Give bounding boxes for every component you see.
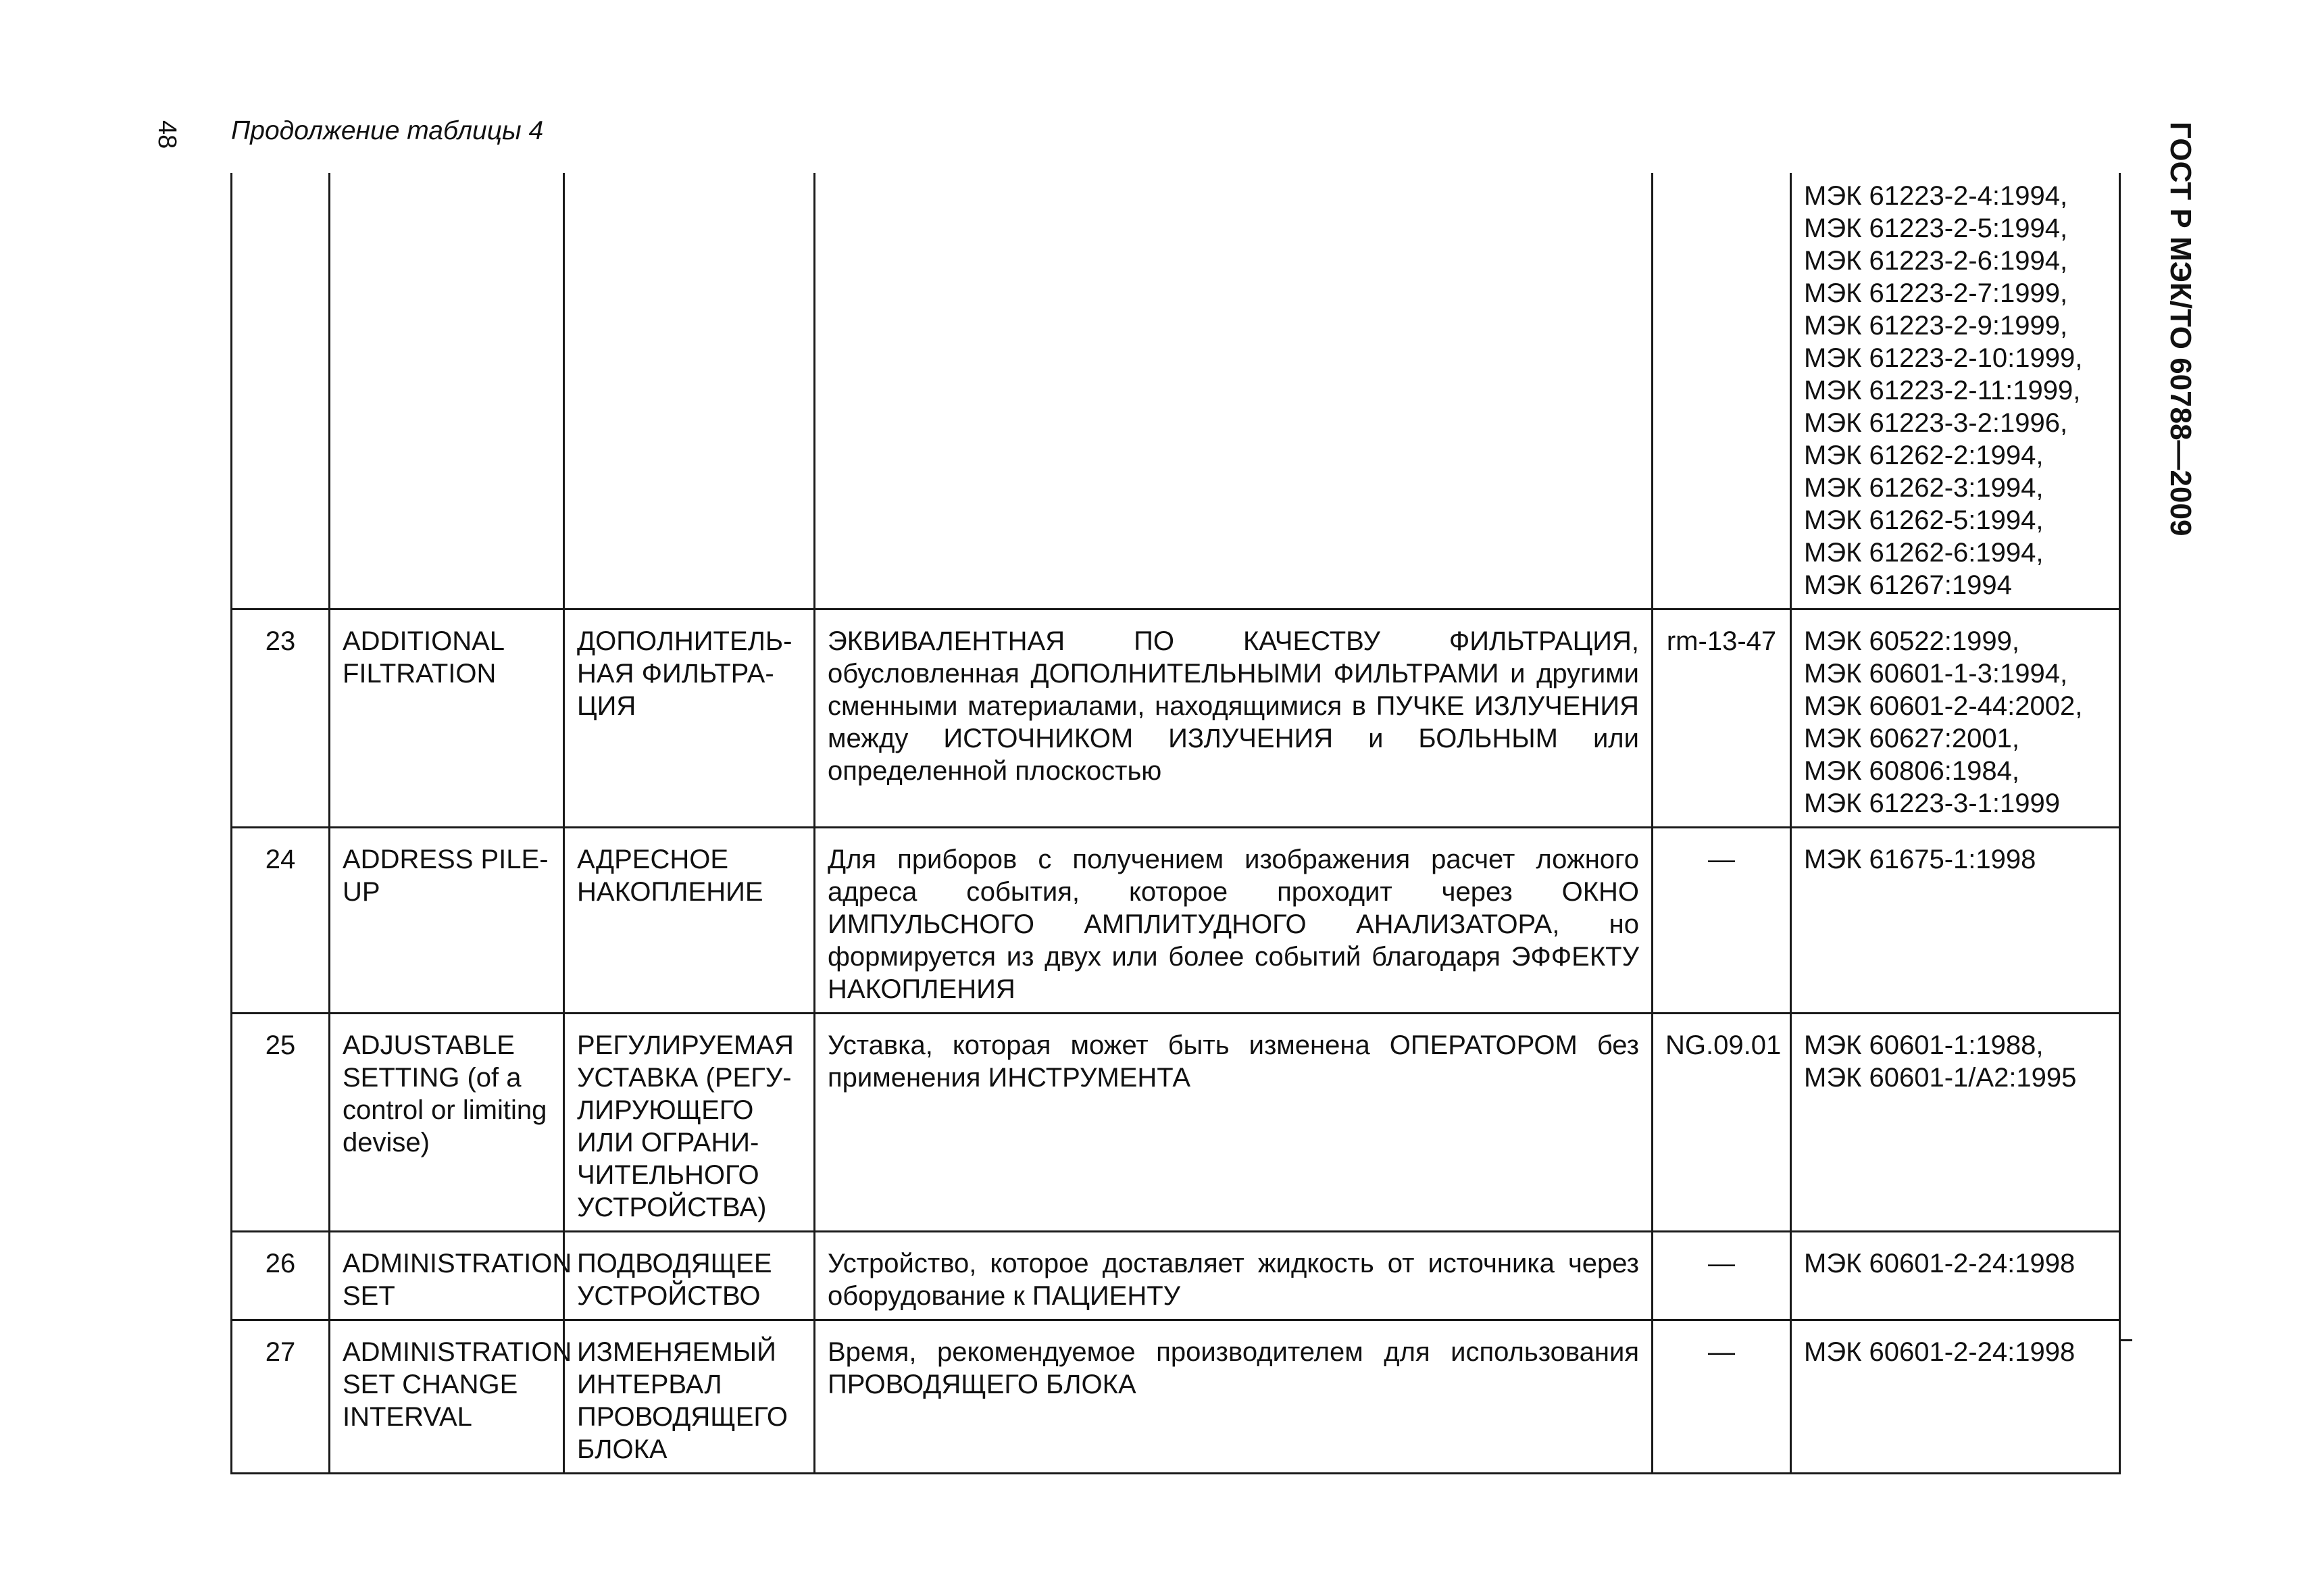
standard-ref: МЭК 60601-2-24:1998 <box>1804 1337 2076 1367</box>
term-number: 24 <box>232 828 330 1014</box>
standard-ref: МЭК 61223-3-1:1999 <box>1804 789 2060 818</box>
standards-cell <box>1791 1320 2120 1474</box>
standard-ref: МЭК 61675-1:1998 <box>1804 845 2036 874</box>
table-row <box>232 1320 2120 1474</box>
english-term: ADMINISTRATION SET <box>330 1232 564 1320</box>
reference-code: — <box>1653 828 1791 1014</box>
table-row-continued <box>232 173 2120 609</box>
standard-ref: МЭК 61223-2-9:1999, <box>1804 311 2068 341</box>
standard-ref: МЭК 61223-2-6:1994, <box>1804 246 2068 276</box>
standard-ref: МЭК 61223-2-5:1994, <box>1804 214 2068 243</box>
english-term-cell <box>330 173 564 609</box>
table-continuation-caption: Продолжение таблицы 4 <box>231 116 544 145</box>
english-term: ADDITIONAL FILTRATION <box>330 609 564 828</box>
standard-ref: МЭК 60601-2-44:2002, <box>1804 691 2083 721</box>
standards-cell <box>1791 609 2120 828</box>
standard-ref: МЭК 61223-2-4:1994, <box>1804 181 2068 211</box>
standard-ref: МЭК 61223-3-2:1996, <box>1804 408 2068 438</box>
standard-ref: МЭК 61262-3:1994, <box>1804 473 2044 503</box>
reference-code: NG.09.01 <box>1653 1014 1791 1232</box>
standard-ref: МЭК 61267:1994 <box>1804 570 2012 600</box>
definition-cell <box>815 173 1653 609</box>
reference-code: rm-13-47 <box>1653 609 1791 828</box>
standard-ref: МЭК 60601-1:1988, <box>1804 1030 2044 1060</box>
term-number: 23 <box>232 609 330 828</box>
standard-ref: МЭК 61262-6:1994, <box>1804 538 2044 568</box>
term-number: 25 <box>232 1014 330 1232</box>
page-number: 48 <box>153 120 181 149</box>
table-edge-mark <box>2119 1339 2132 1341</box>
standard-ref: МЭК 60806:1984, <box>1804 756 2019 786</box>
term-definition: Устройство, которое доставляет жидкость от источника через оборудование к ПАЦИЕНТУ <box>815 1232 1653 1320</box>
term-number: 27 <box>232 1320 330 1474</box>
english-term: ADMINISTRATION SET CHANGE INTERVAL <box>330 1320 564 1474</box>
num-cell <box>232 173 330 609</box>
standard-ref: МЭК 60601-1/A2:1995 <box>1804 1063 2077 1093</box>
table-row <box>232 1232 2120 1320</box>
reference-code: — <box>1653 1320 1791 1474</box>
russian-term: РЕГУЛИРУЕМАЯ УСТАВКА (РЕГУ-ЛИРУЮЩЕГО ИЛИ ОГРАНИ-ЧИТЕЛЬНОГО УСТРОЙСТВА) <box>564 1014 815 1232</box>
english-term: ADJUSTABLE SETTING (of a control or limiting devise) <box>330 1014 564 1232</box>
standard-ref: МЭК 61262-5:1994, <box>1804 505 2044 535</box>
standard-ref: МЭК 61223-2-10:1999, <box>1804 343 2083 373</box>
standard-ref: МЭК 61262-2:1994, <box>1804 441 2044 470</box>
table-row <box>232 1014 2120 1232</box>
english-term: ADDRESS PILE-UP <box>330 828 564 1014</box>
term-number: 26 <box>232 1232 330 1320</box>
reference-code: — <box>1653 1232 1791 1320</box>
table-row <box>232 609 2120 828</box>
standard-ref: МЭК 60627:2001, <box>1804 724 2019 753</box>
russian-term: ИЗМЕНЯЕМЫЙ ИНТЕРВАЛ ПРОВОДЯЩЕГО БЛОКА <box>564 1320 815 1474</box>
standard-ref: МЭК 61223-2-11:1999, <box>1804 376 2081 405</box>
standards-cell <box>1791 173 2120 609</box>
standards-cell <box>1791 1232 2120 1320</box>
standard-ref: МЭК 60601-2-24:1998 <box>1804 1249 2076 1278</box>
term-definition: ЭКВИВАЛЕНТНАЯ ПО КАЧЕСТВУ ФИЛЬТРАЦИЯ, обусловленная ДОПОЛНИТЕЛЬНЫМИ ФИЛЬТРАМИ и другими сменными материалами, находящимися в ПУЧКЕ ИЗЛУЧЕНИЯ между ИСТОЧНИКОМ ИЗЛУЧЕНИЯ и БОЛЬНЫМ или определенной плоскостью <box>815 609 1653 828</box>
ref-cell <box>1653 173 1791 609</box>
standards-cell <box>1791 828 2120 1014</box>
russian-term: ПОДВОДЯЩЕЕ УСТРОЙСТВО <box>564 1232 815 1320</box>
table-row <box>232 828 2120 1014</box>
terms-table <box>230 173 2121 1474</box>
term-definition: Уставка, которая может быть изменена ОПЕРАТОРОМ без применения ИНСТРУМЕНТА <box>815 1014 1653 1232</box>
standard-ref: МЭК 60522:1999, <box>1804 626 2019 656</box>
russian-term: АДРЕСНОЕ НАКОПЛЕНИЕ <box>564 828 815 1014</box>
standard-ref: МЭК 60601-1-3:1994, <box>1804 659 2068 689</box>
term-definition: Время, рекомендуемое производителем для использования ПРОВОДЯЩЕГО БЛОКА <box>815 1320 1653 1474</box>
standards-cell <box>1791 1014 2120 1232</box>
standard-ref: МЭК 61223-2-7:1999, <box>1804 278 2068 308</box>
russian-term-cell <box>564 173 815 609</box>
term-definition: Для приборов с получением изображения расчет ложного адреса события, которое проходит через ОКНО ИМПУЛЬСНОГО АМПЛИТУДНОГО АНАЛИЗАТОРА, но формируется из двух или более событий благодаря ЭФФЕКТУ НАКОПЛЕНИЯ <box>815 828 1653 1014</box>
russian-term: ДОПОЛНИТЕЛЬ-НАЯ ФИЛЬТРА-ЦИЯ <box>564 609 815 828</box>
standard-code: ГОСТ Р МЭК/ТО 60788—2009 <box>2164 122 2197 537</box>
